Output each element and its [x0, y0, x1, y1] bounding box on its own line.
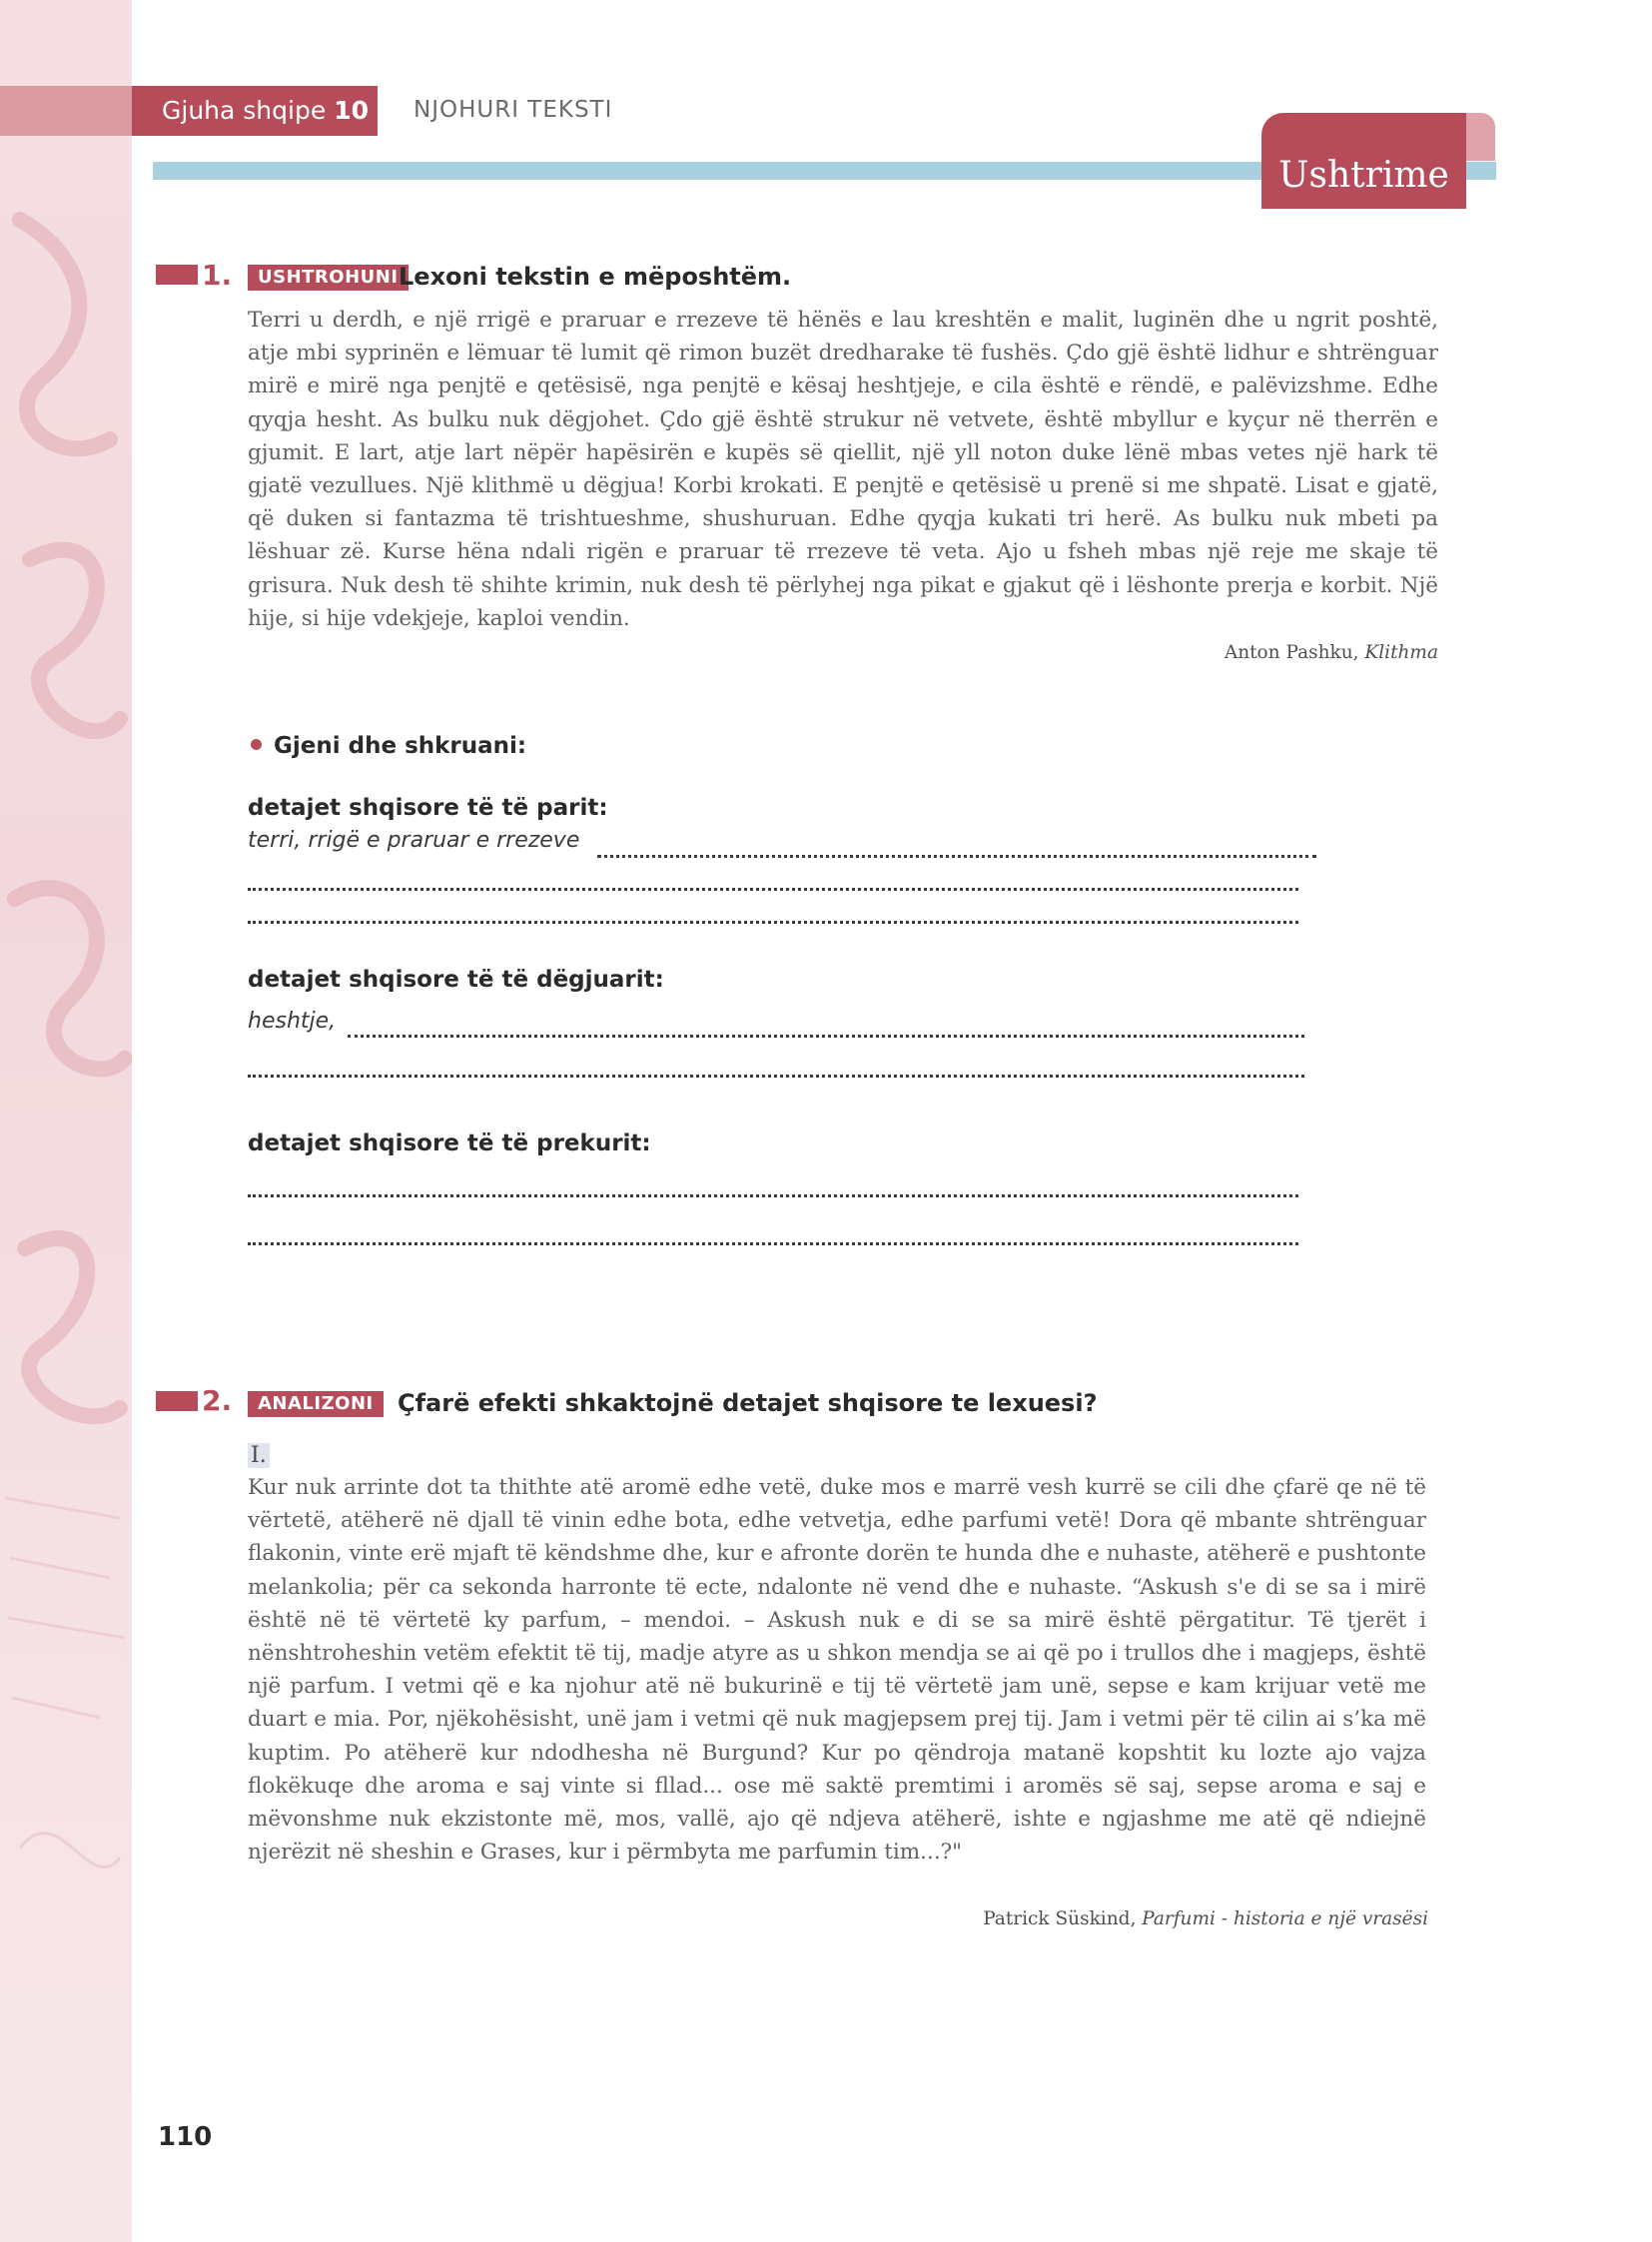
passage-attribution	[1225, 642, 1438, 663]
answer-dots[interactable]	[248, 1071, 1304, 1078]
answer-dots[interactable]	[597, 851, 1316, 858]
exercise-instruction: Çfarë efekti shkaktojnë detajet shqisore te lexuesi?	[398, 1389, 1098, 1417]
book-number: 10	[334, 96, 369, 125]
bullet-icon	[251, 739, 262, 750]
work-title: Klithma	[1364, 642, 1438, 663]
exercise-marker	[156, 265, 198, 285]
sight-heading: detajet shqisore të të parit:	[248, 795, 608, 821]
work-title: Parfumi - historia e një vrasësi	[1142, 1908, 1428, 1929]
page-number: 110	[158, 2122, 213, 2152]
author-name: Patrick Süskind,	[983, 1908, 1137, 1929]
hearing-heading: detajet shqisore të të dëgjuarit:	[248, 967, 664, 993]
sight-example	[248, 828, 579, 853]
reading-passage: Terri u derdh, e një rrigë e praruar e rrezeve të hënës e lau kreshtën e malit, luginën dhe u ngrit poshtë, atje mbi syprinën e lëmuar të lumit që rimon buzët dredharake të fushës. Çdo gjë është lidhur e shtrënguar mirë e mirë nga penjtë e qetësisë, nga penjtë e kësaj heshtjeje, e cila është e rëndë, e palëvizshme. Edhe qyqja hesht. As bulku nuk dëgjohet. Çdo gjë është strukur në vetvete, është mbyllur e kyçur në therrën e gjumit. E lart, atje lart nëpër hapësirën e kupës së qiellit, një yll noton duke lënë mbas vetes një hark të gjatë vezullues. Një klithmë u dëgjua! Korbi krokati. E penjtë e qetësisë u prenë si me shpatë. Lisat e gjatë, që duken si fantazma të trishtueshme, shushuruan. Edhe qyqja kukati tri herë. As bulku nuk mbeti pa lëshuar zë. Kurse hëna ndali rigën e praruar të rrezeve të veta. Ajo u fsheh mbas një reje me skaje të grisura. Nuk desh të shihte krimin, nuk desh të përlyhej nga pikat e gjakut që i lëshonte prerja e korbit. Një hije, si hije vdekjeje, kaploi vendin.	[248, 308, 1438, 631]
section-title: NJOHURI TEKSTI	[413, 97, 613, 123]
exercise-tag: USHTROHUNI	[248, 265, 409, 291]
calligraphy-decoration-icon	[0, 0, 132, 2242]
exercise-number: 2.	[202, 1384, 233, 1417]
answer-dots[interactable]	[248, 884, 1298, 891]
exercise-tag: ANALIZONI	[248, 1391, 384, 1417]
hearing-example	[248, 1009, 336, 1034]
book-title	[132, 86, 378, 136]
header-accent-bar	[0, 86, 132, 136]
answer-dots[interactable]	[348, 1031, 1304, 1038]
decorative-side-strip	[0, 0, 132, 2242]
exercise-marker	[156, 1391, 198, 1411]
tab-fold	[1463, 113, 1495, 161]
touch-heading: detajet shqisore të të prekurit:	[248, 1130, 651, 1156]
task-heading: Gjeni dhe shkruani:	[274, 733, 527, 759]
exercise-instruction: Lexoni tekstin e mëposhtëm.	[399, 263, 792, 291]
answer-dots[interactable]	[248, 1190, 1298, 1197]
sight-example-text: terri, rrigë e praruar e rrezeve	[248, 828, 580, 853]
answer-dots[interactable]	[248, 1238, 1298, 1245]
hearing-example-text: heshtje,	[248, 1009, 337, 1034]
answer-dots[interactable]	[248, 917, 1298, 924]
exercise-number: 1.	[202, 259, 233, 292]
book-title-text: Gjuha shqipe	[162, 96, 327, 125]
ushtrime-tab: Ushtrime	[1261, 113, 1466, 209]
passage-attribution	[983, 1908, 1428, 1929]
text-label: I.	[248, 1443, 270, 1468]
reading-passage: Kur nuk arrinte dot ta thithte atë aromë edhe vetë, duke mos e marrë vesh kurrë se cili dhe çfarë qe në të vërtetë, atëherë në djall të vinin edhe bota, edhe vetvetja, edhe parfumi vetë! Dora që mbante shtrënguar flakonin, vinte erë mjaft të këndshme dhe, kur e afronte dorën te hunda dhe e nuhaste, atëherë e pushtonte melankolia; për ca sekonda harronte të ecte, ndalonte në vend dhe e nuhaste. “Askush s'e di se sa i mirë është në të vërtetë ky parfum, – mendoi. – Askush nuk e di se sa mirë është përgatitur. Të tjerët i nënshtroheshin vetëm efektit të tij, madje atyre as u shkon mendja se ai që po i trullos dhe i magjeps, është një parfum. I vetmi që e ka njohur atë në bukurinë e tij të vërtetë jam unë, sepse e kam krijuar vetë me duart e mia. Por, njëkohësisht, unë jam i vetmi që nuk magjepsem prej tij. Jam i vetmi për të cilin ai s’ka më kuptim. Po atëherë kur ndodhesha në Burgund? Kur po qëndroja matanë kopshtit ku lozte ajo vajza flokëkuqe dhe aroma e saj vinte si fllad... ose më saktë premtimi i aromës së saj, sepse aroma e saj e mëvonshme nuk ekzistonte më, mos, vallë, ajo që ndjeva atëherë, ishte e ngjashme me atë që ndiejnë njerëzit në sheshin e Grases, kur i përmbyta me parfumin tim...?"	[248, 1475, 1426, 1866]
author-name: Anton Pashku,	[1224, 642, 1359, 663]
